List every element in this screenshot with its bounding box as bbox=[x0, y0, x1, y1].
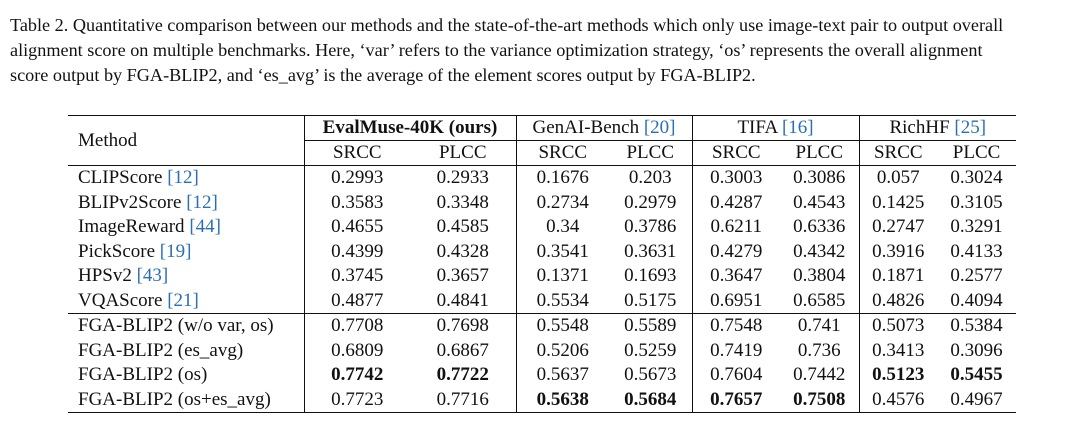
score-cell: 0.3291 bbox=[950, 216, 1003, 238]
benchmark-header-tifa: TIFA [16] bbox=[692, 116, 859, 141]
score-cell: 0.5073 bbox=[859, 314, 937, 339]
score-cell: 0.7508 bbox=[780, 388, 859, 413]
score-cell: 0.4342 bbox=[793, 240, 846, 262]
score-cell: 0.5175 bbox=[624, 289, 677, 311]
method-name: PickScore [19] bbox=[78, 240, 192, 262]
score-cell: 0.7722 bbox=[436, 364, 489, 386]
method-name: BLIPv2Score [12] bbox=[78, 191, 218, 213]
score-cell: 0.3024 bbox=[950, 167, 1003, 189]
score-cell: 0.4328 bbox=[436, 240, 489, 262]
score-cell: 0.741 bbox=[780, 314, 859, 339]
score-cell: 0.5384 bbox=[937, 314, 1016, 339]
score-cell: 0.4094 bbox=[950, 289, 1003, 311]
score-cell: 0.3105 bbox=[950, 191, 1003, 213]
score-cell: 0.3003 bbox=[692, 166, 780, 191]
table-row bbox=[68, 388, 1016, 413]
metric-header: SRCC bbox=[692, 141, 780, 166]
score-cell: 0.5123 bbox=[859, 363, 937, 388]
table-row bbox=[68, 339, 1016, 364]
method-name: FGA-BLIP2 (es_avg) bbox=[78, 339, 244, 361]
score-cell: 0.3631 bbox=[624, 240, 677, 262]
score-cell: 0.5455 bbox=[950, 364, 1003, 386]
score-cell: 0.5206 bbox=[516, 339, 609, 364]
table-row bbox=[68, 240, 1016, 265]
score-cell: 0.3745 bbox=[304, 264, 410, 289]
score-cell: 0.6809 bbox=[304, 339, 410, 364]
score-cell: 0.7657 bbox=[692, 388, 780, 413]
score-cell: 0.203 bbox=[628, 167, 672, 189]
score-cell: 0.7604 bbox=[692, 363, 780, 388]
score-cell: 0.4841 bbox=[436, 289, 489, 311]
table-row bbox=[68, 264, 1016, 289]
score-cell: 0.3647 bbox=[692, 264, 780, 289]
score-cell: 0.3583 bbox=[304, 191, 410, 216]
metric-header: PLCC bbox=[937, 141, 1016, 166]
score-cell: 0.4826 bbox=[859, 289, 937, 314]
method-name: CLIPScore [12] bbox=[78, 167, 199, 189]
table-row bbox=[68, 215, 1016, 240]
score-cell: 0.5638 bbox=[516, 388, 609, 413]
score-cell: 0.4279 bbox=[692, 240, 780, 265]
score-cell: 0.1425 bbox=[859, 191, 937, 216]
score-cell: 0.5637 bbox=[516, 363, 609, 388]
score-cell: 0.6951 bbox=[692, 289, 780, 314]
score-cell: 0.1693 bbox=[624, 265, 677, 287]
score-cell: 0.1371 bbox=[516, 264, 609, 289]
table-caption bbox=[10, 13, 1072, 88]
score-cell: 0.7742 bbox=[304, 363, 410, 388]
score-cell: 0.34 bbox=[516, 215, 609, 240]
score-cell: 0.4877 bbox=[304, 289, 410, 314]
score-cell: 0.057 bbox=[859, 166, 937, 191]
metric-header: PLCC bbox=[609, 141, 692, 166]
score-cell: 0.3916 bbox=[859, 240, 937, 265]
score-cell: 0.2734 bbox=[516, 191, 609, 216]
score-cell: 0.7708 bbox=[304, 314, 410, 339]
score-cell: 0.2979 bbox=[624, 191, 677, 213]
score-cell: 0.5684 bbox=[609, 388, 692, 413]
score-cell: 0.7716 bbox=[410, 388, 516, 413]
score-cell: 0.5259 bbox=[624, 339, 677, 361]
benchmark-header-genai: GenAI-Bench [20] bbox=[516, 116, 692, 141]
caption-line-3: score output by FGA-BLIP2, and ‘es_avg’ is the average of the element scores output by FGA-BLIP2. bbox=[10, 65, 756, 85]
score-cell: 0.2933 bbox=[436, 167, 489, 189]
caption-line-2: alignment score on multiple benchmarks. Here, ‘var’ refers to the variance optimization strategy, ‘os’ represents the overall alignment bbox=[10, 40, 983, 60]
score-cell: 0.6211 bbox=[692, 215, 780, 240]
metric-header: SRCC bbox=[304, 141, 410, 166]
method-name: FGA-BLIP2 (os+es_avg) bbox=[68, 388, 304, 413]
score-cell: 0.3541 bbox=[516, 240, 609, 265]
score-cell: 0.3086 bbox=[793, 167, 846, 189]
score-cell: 0.7723 bbox=[304, 388, 410, 413]
score-cell: 0.4655 bbox=[304, 215, 410, 240]
score-cell: 0.3657 bbox=[436, 265, 489, 287]
score-cell: 0.3413 bbox=[859, 339, 937, 364]
score-cell: 0.3348 bbox=[436, 191, 489, 213]
score-cell: 0.4585 bbox=[436, 216, 489, 238]
table-row bbox=[68, 314, 1016, 339]
score-cell: 0.2577 bbox=[950, 265, 1003, 287]
score-cell: 0.7548 bbox=[692, 314, 780, 339]
score-cell: 0.6585 bbox=[793, 289, 846, 311]
metric-header: PLCC bbox=[780, 141, 859, 166]
score-cell: 0.4133 bbox=[950, 240, 1003, 262]
caption-line-1: Table 2. Quantitative comparison between our methods and the state-of-the-art methods which only use image-text pair to output overall bbox=[10, 15, 1004, 35]
table-row bbox=[68, 166, 1016, 191]
score-cell: 0.6336 bbox=[793, 216, 846, 238]
score-cell: 0.4287 bbox=[692, 191, 780, 216]
method-name: FGA-BLIP2 (os) bbox=[78, 364, 208, 386]
method-name: ImageReward [44] bbox=[78, 216, 221, 238]
score-cell: 0.1676 bbox=[516, 166, 609, 191]
table-row bbox=[68, 289, 1016, 314]
score-cell: 0.1871 bbox=[859, 264, 937, 289]
score-cell: 0.6867 bbox=[436, 339, 489, 361]
table-row bbox=[68, 363, 1016, 388]
score-cell: 0.7698 bbox=[410, 314, 516, 339]
score-cell: 0.4399 bbox=[304, 240, 410, 265]
method-name: HPSv2 [43] bbox=[78, 265, 169, 287]
benchmark-header-richhf: RichHF [25] bbox=[859, 116, 1016, 141]
score-cell: 0.5534 bbox=[516, 289, 609, 314]
score-cell: 0.7442 bbox=[793, 364, 846, 386]
results-table bbox=[68, 115, 1016, 413]
method-name: FGA-BLIP2 (w/o var, os) bbox=[68, 314, 304, 339]
score-cell: 0.736 bbox=[797, 339, 841, 361]
score-cell: 0.3096 bbox=[950, 339, 1003, 361]
score-cell: 0.5548 bbox=[516, 314, 609, 339]
method-name: VQAScore [21] bbox=[78, 289, 199, 311]
score-cell: 0.5589 bbox=[609, 314, 692, 339]
score-cell: 0.4543 bbox=[793, 191, 846, 213]
method-header: Method bbox=[68, 116, 304, 166]
score-cell: 0.3804 bbox=[793, 265, 846, 287]
score-cell: 0.4967 bbox=[937, 388, 1016, 413]
score-cell: 0.2993 bbox=[304, 166, 410, 191]
benchmark-header-evalmuse: EvalMuse-40K (ours) bbox=[304, 116, 516, 141]
metric-header: SRCC bbox=[516, 141, 609, 166]
score-cell: 0.2747 bbox=[859, 215, 937, 240]
score-cell: 0.3786 bbox=[624, 216, 677, 238]
score-cell: 0.7419 bbox=[692, 339, 780, 364]
score-cell: 0.4576 bbox=[859, 388, 937, 413]
score-cell: 0.5673 bbox=[624, 364, 677, 386]
metric-header: PLCC bbox=[410, 141, 516, 166]
metric-header: SRCC bbox=[859, 141, 937, 166]
table-row bbox=[68, 191, 1016, 216]
